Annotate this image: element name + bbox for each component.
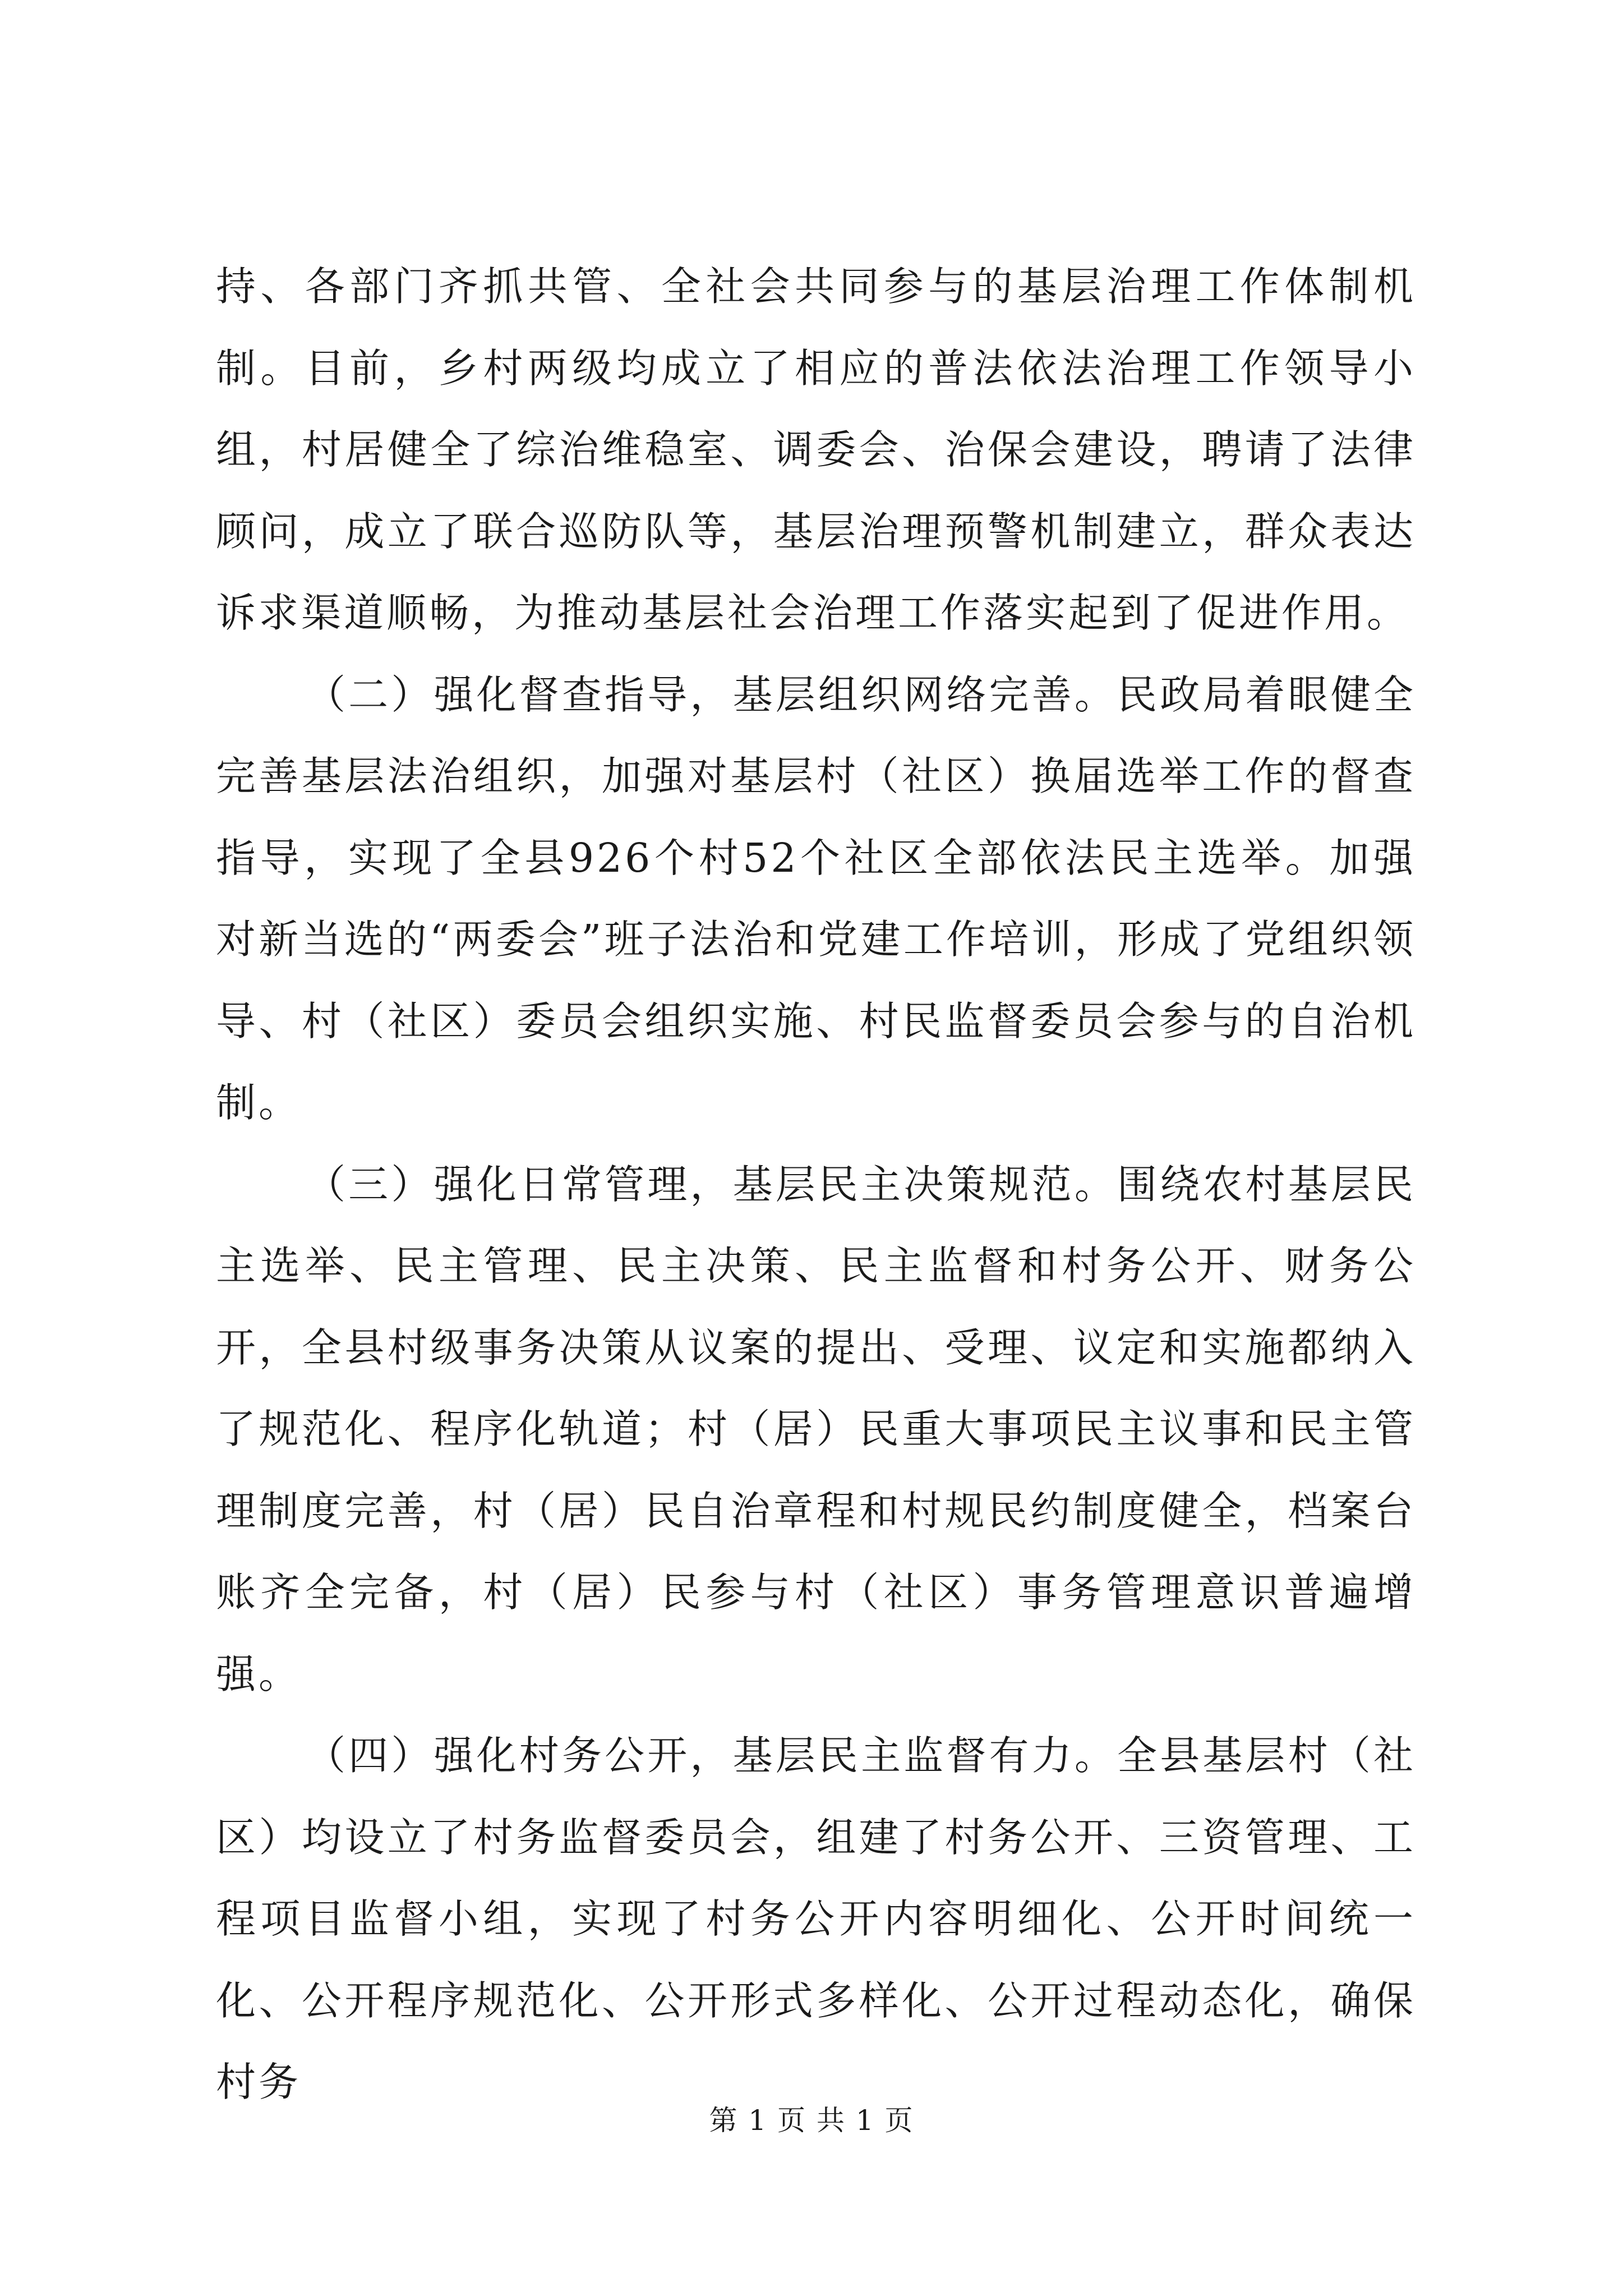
paragraph-continuation: 持、各部门齐抓共管、全社会共同参与的基层治理工作体制机制。目前，乡村两级均成立了相应的普法依法治理工作领导小组，村居健全了综治维稳室、调委会、治保会建设，聘请了法律顾问，成立了联合巡防队等，基层治理预警机制建立，群众表达诉求渠道顺畅，为推动基层社会治理工作落实起到了促进作用。 (216, 263, 1416, 636)
paragraph-section-3: （三）强化日常管理，基层民主决策规范。围绕农村基层民主选举、民主管理、民主决策、民主监督和村务公开、财务公开，全县村级事务决策从议案的提出、受理、议定和实施都纳入了规范化、程序化轨道；村（居）民重大事项民主议事和民主管理制度完善，村（居）民自治章程和村规民约制度健全，档案台账齐全完备，村（居）民参与村（社区）事务管理意识普遍增强。 (216, 1161, 1416, 1697)
paragraph-section-2: （二）强化督查指导，基层组织网络完善。民政局着眼健全完善基层法治组织，加强对基层村（社区）换届选举工作的督查指导，实现了全县926个村52个社区全部依法民主选举。加强对新当选的“两委会”班子法治和党建工作培训，形成了党组织领导、村（社区）委员会组织实施、村民监督委员会参与的自治机制。 (216, 671, 1416, 1126)
page-number-footer: 第 1 页 共 1 页 (709, 2104, 914, 2137)
paragraph-section-4: （四）强化村务公开，基层民主监督有力。全县基层村（社区）均设立了村务监督委员会，组建了村务公开、三资管理、工程项目监督小组，实现了村务公开内容明细化、公开时间统一化、公开程序规范化、公开形式多样化、公开过程动态化，确保村务 (216, 1732, 1416, 2105)
document-body (216, 246, 1416, 2123)
